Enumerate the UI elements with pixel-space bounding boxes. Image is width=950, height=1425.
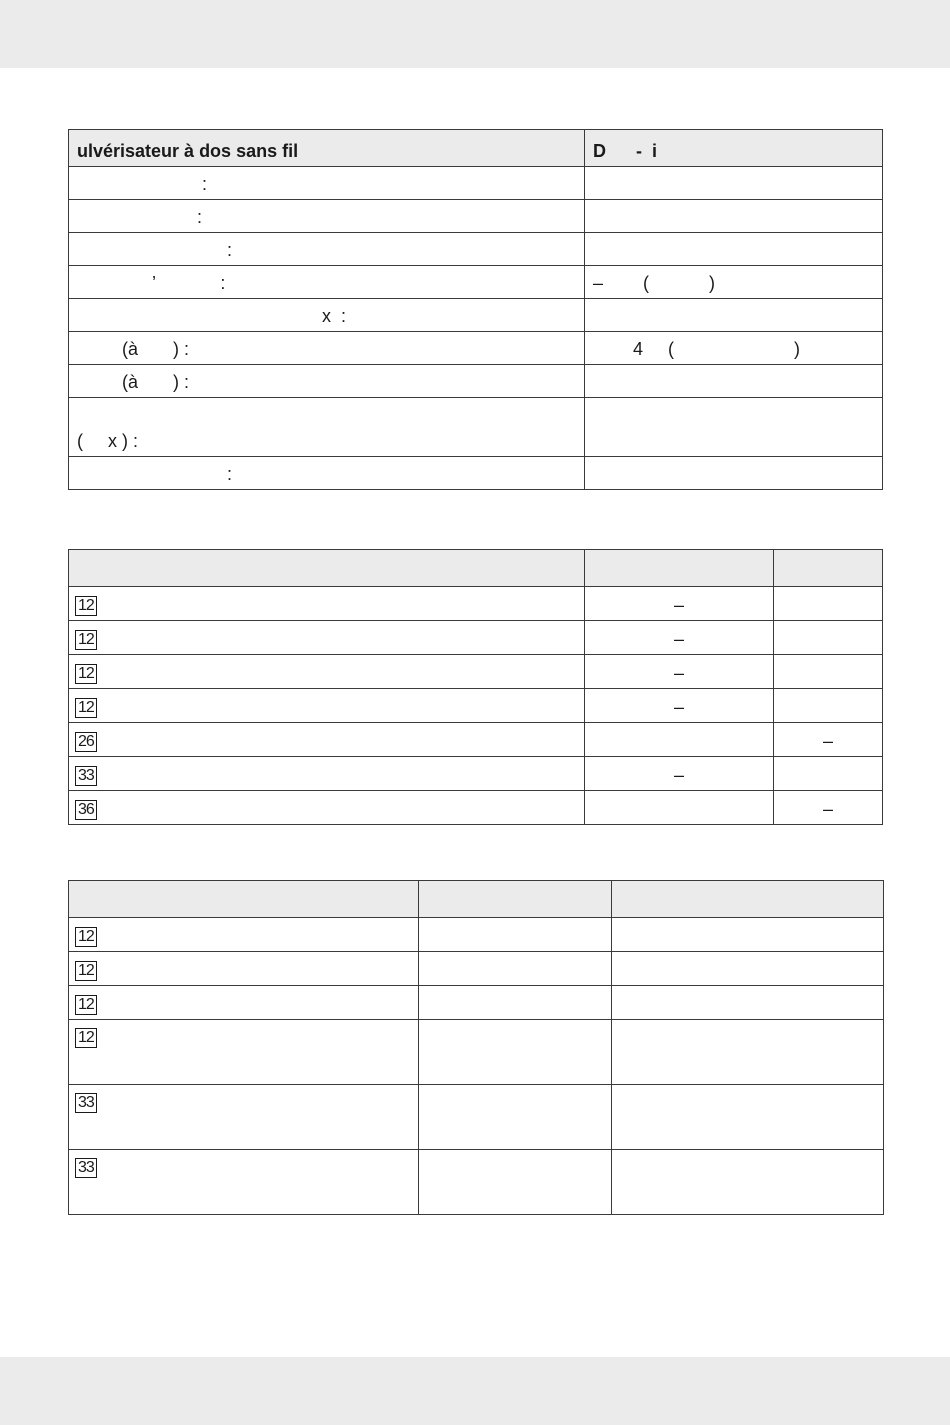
part-ref-number: 12 xyxy=(75,698,97,718)
table-row xyxy=(69,791,883,825)
cell-dash xyxy=(774,587,883,621)
part-ref-number: 12 xyxy=(75,995,97,1015)
spec-value xyxy=(585,233,883,266)
table-cell xyxy=(612,1020,884,1085)
spec-label: ’ : xyxy=(69,266,585,299)
spec-value xyxy=(585,457,883,490)
spec-header-model: D - i xyxy=(585,130,883,167)
part-ref-number: 12 xyxy=(75,1028,97,1048)
spec-value xyxy=(585,398,883,457)
parts-table-2-header xyxy=(69,881,884,918)
cell-dash xyxy=(774,621,883,655)
cell-dash: – xyxy=(774,791,883,825)
table-row xyxy=(69,757,883,791)
spec-value xyxy=(585,299,883,332)
cell-dash: – xyxy=(585,587,774,621)
cell-dash xyxy=(585,723,774,757)
header-cell xyxy=(419,881,612,918)
part-ref-number: 12 xyxy=(75,961,97,981)
table-row xyxy=(69,986,884,1020)
table-row xyxy=(69,365,883,398)
table-cell xyxy=(612,1150,884,1215)
parts-table-2 xyxy=(68,880,884,1215)
table-cell xyxy=(612,986,884,1020)
part-ref-number: 36 xyxy=(75,800,97,820)
table-row xyxy=(69,398,883,457)
spec-label: : xyxy=(69,457,585,490)
part-ref-number: 12 xyxy=(75,927,97,947)
part-ref-number: 12 xyxy=(75,664,97,684)
spec-label: : xyxy=(69,167,585,200)
part-ref-number: 12 xyxy=(75,596,97,616)
table-cell xyxy=(419,918,612,952)
part-ref-number: 33 xyxy=(75,766,97,786)
cell-dash xyxy=(585,791,774,825)
header-cell xyxy=(69,550,585,587)
table-cell xyxy=(612,952,884,986)
table-row xyxy=(69,723,883,757)
cell-dash: – xyxy=(774,723,883,757)
parts-table-1-header xyxy=(69,550,883,587)
table-row xyxy=(69,689,883,723)
table-cell xyxy=(612,918,884,952)
table-row xyxy=(69,621,883,655)
table-cell xyxy=(419,1020,612,1085)
spec-label: : xyxy=(69,200,585,233)
table-row xyxy=(69,655,883,689)
cell-dash: – xyxy=(585,757,774,791)
table-cell xyxy=(419,986,612,1020)
table-row xyxy=(69,200,883,233)
part-ref-number: 26 xyxy=(75,732,97,752)
bottom-band xyxy=(0,1357,950,1425)
table-row xyxy=(69,332,883,365)
spec-value: – ( ) xyxy=(585,266,883,299)
part-ref-number: 33 xyxy=(75,1158,97,1178)
spec-label: (à ) : xyxy=(69,332,585,365)
spec-value xyxy=(585,365,883,398)
table-cell xyxy=(419,1085,612,1150)
header-cell xyxy=(585,550,774,587)
table-row xyxy=(69,1020,884,1085)
table-cell xyxy=(419,952,612,986)
header-cell xyxy=(612,881,884,918)
table-cell xyxy=(612,1085,884,1150)
cell-dash: – xyxy=(585,689,774,723)
table-row xyxy=(69,1085,884,1150)
spec-label: x : xyxy=(69,299,585,332)
spec-table-header xyxy=(69,130,883,167)
parts-table-1 xyxy=(68,549,883,825)
table-row xyxy=(69,457,883,490)
table-row xyxy=(69,587,883,621)
spec-value xyxy=(585,200,883,233)
header-cell xyxy=(69,881,419,918)
spec-label: ( x ) : xyxy=(69,398,585,457)
cell-dash xyxy=(774,689,883,723)
spec-value xyxy=(585,167,883,200)
table-row xyxy=(69,167,883,200)
cell-dash: – xyxy=(585,621,774,655)
spec-table xyxy=(68,129,883,490)
table-row xyxy=(69,299,883,332)
cell-dash xyxy=(774,757,883,791)
spec-header-product: ulvérisateur à dos sans fil xyxy=(69,130,585,167)
table-cell xyxy=(419,1150,612,1215)
table-row xyxy=(69,266,883,299)
cell-dash: – xyxy=(585,655,774,689)
spec-value: 4 ( ) xyxy=(585,332,883,365)
top-band xyxy=(0,0,950,68)
part-ref-number: 33 xyxy=(75,1093,97,1113)
spec-label: : xyxy=(69,233,585,266)
table-row xyxy=(69,918,884,952)
table-row xyxy=(69,1150,884,1215)
part-ref-number: 12 xyxy=(75,630,97,650)
header-cell xyxy=(774,550,883,587)
spec-label: (à ) : xyxy=(69,365,585,398)
table-row xyxy=(69,233,883,266)
cell-dash xyxy=(774,655,883,689)
table-row xyxy=(69,952,884,986)
